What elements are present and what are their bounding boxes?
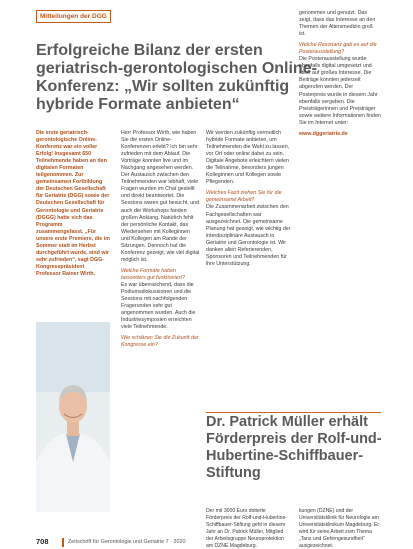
- interview-question: Welche Resonanz gab es auf die Posterausstellung?: [299, 42, 377, 56]
- website-link[interactable]: www.dggeriatrie.de: [299, 130, 348, 137]
- page-footer: [36, 537, 381, 547]
- article-text: Herr Professor Wirth, wie haben Sie die ersten Online-Konferenzen erlebt? Ich bin sehr zufrieden mit dem Ablauf. Die Vorträge konnten live und im Nachgang angesehen werden. Der Austausch zwischen den Teilnehmenden war lebhaft, viele Fragen wurden im Chat gestellt und direkt beantwortet. Die Sessions waren gut besucht, und auch die Workshops fanden großen Anklang. Natürlich fehlt der persönliche Kontakt, das Wiedersehen mit Kolleginnen und Kollegen am Rande der Sitzungen. Dennoch hat die Konferenz gezeigt, wie viel digital möglich ist.: [121, 130, 200, 263]
- footer-divider: [62, 538, 64, 547]
- interview-question: Welche Formate haben besonders gut funktioniert?: [121, 267, 185, 281]
- journal-citation: Zeitschrift für Gerontologie und Geriatrie 7 · 2020: [68, 539, 186, 545]
- portrait-photo: [36, 322, 110, 512]
- article2-title: Dr. Patrick Müller erhält Förderpreis der Rolf-und-Hubertine-Schiffbauer-Stiftung: [206, 414, 382, 481]
- article-text: Wir werden zukünftig vermutlich hybride Formate anbieten, um Teilnehmenden die Wahl zu lassen, vor Ort oder online dabei zu sein. Digitale Angebote erleichtern vielen die Teilnahme, besonders jungen Kolleginnen und Kollegen sowie Pflegenden.: [206, 130, 290, 186]
- article-text: genommen und genutzt. Das zeigt, dass das Interesse an den Themen der Altersmedizin groß ist.: [299, 10, 376, 38]
- article-column-4: [299, 10, 381, 410]
- page-number: 708: [36, 537, 49, 546]
- article-text: Die Posterausstellung wurde ebenfalls digital umgesetzt und stieß auf großes Interesse. Die Beiträge konnten jederzeit abgerufen werden. Der Posterpreis wurde in diesem Jahr ebenfalls vergeben. Die Preisträgerinnen und Preisträger sowie weitere Informationen finden Sie im Internet unter:: [299, 56, 381, 126]
- article-text: Die Zusammenarbeit zwischen den Fachgesellschaften war ausgezeichnet. Die gemeinsame Planung hat gezeigt, wie wichtig der interdisziplinäre Austausch in Geriatrie und Gerontologie ist. Wir danken allen Referierenden, Sponsoren und Teilnehmenden für ihre Unterstützung.: [206, 204, 291, 267]
- article2-text: kungen (DZNE) und der Universitätsklinik für Neurologie am Universitätsklinikum Magdeburg. Er wird für seine Arbeit zum Thema „Tanz und Gehirngesundheit“ ausgezeichnet.: [299, 508, 380, 549]
- article-column-2: [121, 130, 200, 530]
- article-text: Es war überraschend, dass die Podiumsdiskussionen und die Sessions mit nachfolgenden Fragerunden sehr gut angenommen wurden. Auch die Industriesymposien erreichten viele Teilnehmende.: [121, 281, 196, 331]
- article-lead-column: [36, 130, 110, 310]
- article-column-3: [206, 130, 294, 405]
- interview-question: Wie schätzen Sie die Zukunft der Kongresse ein?: [121, 335, 199, 349]
- article2-column-1: [206, 508, 290, 549]
- interview-question: Welches Fazit ziehen Sie für die gemeinsame Arbeit?: [206, 190, 282, 204]
- article2-column-2: [299, 508, 381, 549]
- article-title: Erfolgreiche Bilanz der ersten geriatrisch-gerontologischen Online-Konferenz: „Wir sollten zukünftig hybride Formate anbieten“: [36, 42, 317, 113]
- article-divider: [206, 412, 381, 413]
- article-lead: Die erste geriatrisch-gerontologische Online-Konferenz war ein voller Erfolg! Insgesamt 650 Teilnehmende haben an den digitalen Formaten teilgenommen. Zur gemeinsamen Fortbildung der Deutschen Gesellschaft für Geriatrie (DGG) sowie der Deutschen Gesellschaft für Gerontologie und Geriatrie (DGGG) hatte sich das Programm zusammengefasst. „Für unsere erste Premiere, die im Sommer statt im Herbst durchgeführt wurde, sind wir sehr zufrieden“, sagt DGG-Kongresspräsident Professor Rainer Wirth.: [36, 130, 110, 277]
- article2-text: Der mit 3000 Euro dotierte Förderpreis der Rolf-und-Hubertine-Schiffbauer-Stiftung geht in diesem Jahr an Dr. Patrick Müller, Mitglied der Arbeitsgruppe Neuroprotektion am DZNE Magdeburg.: [206, 508, 287, 549]
- section-tag: Mitteilungen der DGG: [36, 10, 111, 23]
